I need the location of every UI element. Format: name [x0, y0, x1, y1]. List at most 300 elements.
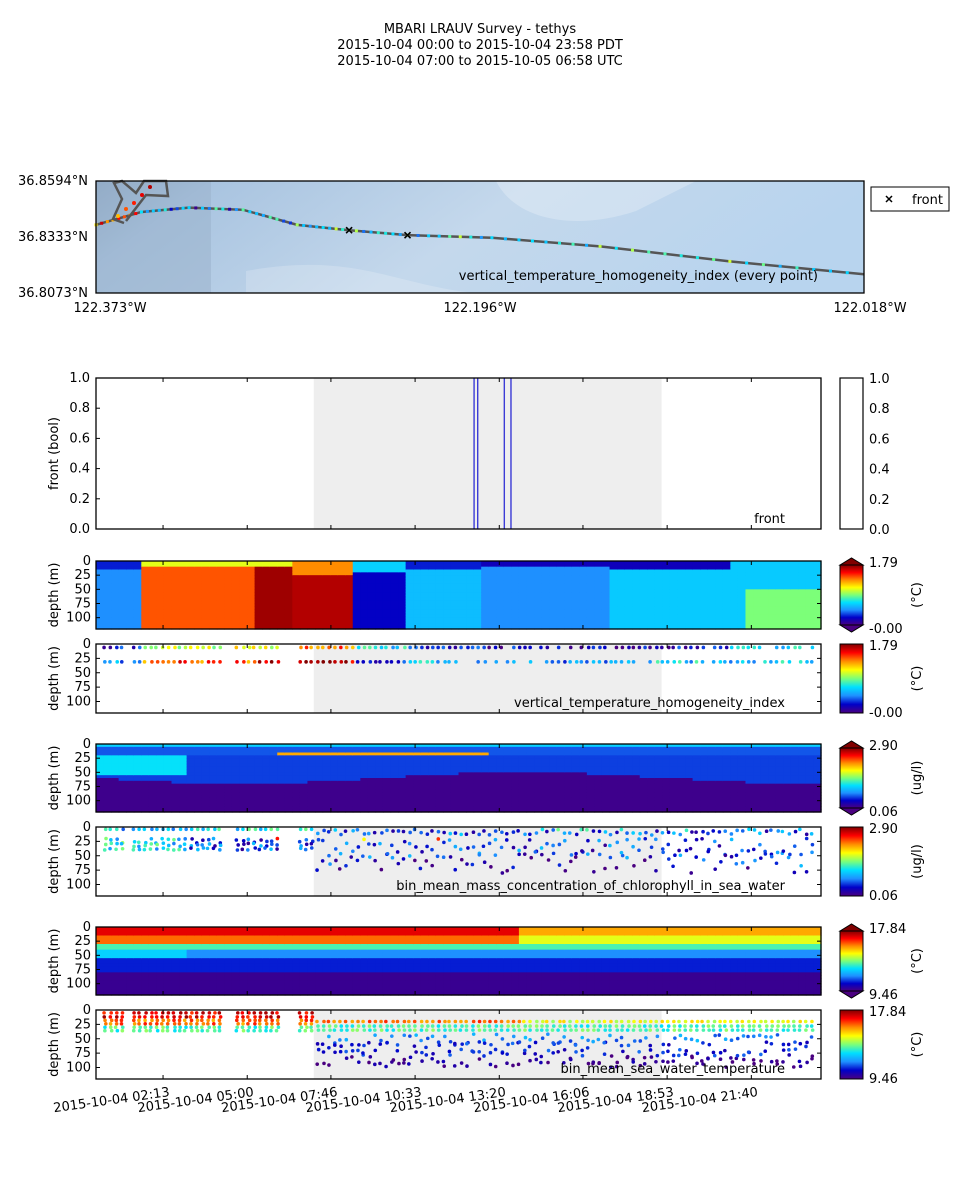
- scatter-point: [643, 646, 647, 650]
- front-ytick-label: 0.4: [69, 461, 90, 477]
- scatter-point: [448, 646, 452, 650]
- scatter-point: [178, 660, 182, 664]
- scatter-point: [298, 660, 302, 664]
- scatter-point: [431, 660, 435, 664]
- map-track-point: [282, 220, 285, 223]
- colorbar-max-label: 1.79: [869, 556, 898, 571]
- front-ytick-label: 0.2: [69, 491, 90, 507]
- scatter-point: [604, 660, 608, 664]
- figure-title: MBARI LRAUV Survey - tethys: [383, 22, 577, 37]
- scatter-point: [436, 660, 440, 664]
- depth-tick-label: 50: [74, 665, 91, 681]
- scatter-point: [190, 660, 194, 664]
- colorbar: [840, 556, 925, 637]
- depth-tick-label: 100: [66, 694, 91, 710]
- map-track-point: [124, 207, 128, 211]
- scatter-point: [529, 660, 533, 664]
- map-track-point: [146, 210, 149, 213]
- map-track-point: [558, 242, 561, 245]
- scatter-point: [351, 646, 355, 650]
- scatter-point: [309, 646, 313, 650]
- map-track-point: [106, 220, 109, 223]
- scatter-point: [736, 646, 740, 650]
- scatter-point: [725, 646, 729, 650]
- scatter-point: [390, 660, 394, 664]
- scatter-point: [443, 660, 447, 664]
- scatter-point: [183, 660, 187, 664]
- scatter-point: [409, 660, 413, 664]
- scatter-point: [436, 646, 440, 650]
- colorbar-max-label: 1.79: [869, 639, 898, 654]
- map-track-point: [745, 262, 748, 265]
- map-track-point: [779, 265, 782, 268]
- scatter-point: [482, 646, 486, 650]
- map-track-point: [572, 243, 575, 246]
- scatter-point: [196, 660, 200, 664]
- scatter-point: [102, 646, 106, 650]
- front-ytick-label: 0.8: [69, 401, 90, 417]
- scatter-point: [103, 660, 107, 664]
- scatter-point: [655, 646, 659, 650]
- map-lat-tick-label: 36.8333°N: [18, 230, 88, 245]
- map-track-point: [399, 233, 402, 236]
- scatter-point: [695, 660, 699, 664]
- scatter-point: [368, 646, 372, 650]
- scatter-point: [685, 660, 689, 664]
- panel-ylabel: depth (m): [47, 646, 62, 711]
- scatter-point: [242, 660, 246, 664]
- scatter-point: [218, 660, 222, 664]
- front-ytick-label: 1.0: [69, 371, 90, 386]
- map-track-point: [188, 206, 191, 209]
- map-track-point: [152, 209, 155, 212]
- scatter-point: [719, 660, 723, 664]
- scatter-point: [419, 660, 423, 664]
- scatter-point: [115, 660, 119, 664]
- scatter-point: [356, 660, 360, 664]
- scatter-point: [258, 646, 262, 650]
- map-track-point: [221, 208, 224, 211]
- map-track-point: [663, 252, 666, 255]
- heatmap-cells: [96, 561, 822, 630]
- scatter-point: [747, 660, 751, 664]
- scatter-point: [775, 646, 779, 650]
- colorbar: [840, 639, 925, 721]
- scatter-point: [677, 646, 681, 650]
- map-track-point: [235, 208, 238, 211]
- scatter-point: [742, 646, 746, 650]
- depth-tick-label: 25: [74, 651, 91, 667]
- scatter-point: [569, 646, 573, 650]
- colorbar-extend-min: [840, 625, 863, 632]
- scatter-point: [557, 660, 561, 664]
- depth-tick-label: 0: [82, 637, 91, 652]
- front-colorbar: [840, 378, 863, 529]
- scatter-point: [730, 646, 734, 650]
- map-track-point: [176, 207, 179, 210]
- scatter-point: [575, 660, 579, 664]
- scatter-point: [632, 646, 636, 650]
- scatter-point: [120, 660, 124, 664]
- scatter-point: [788, 660, 792, 664]
- scatter-point: [212, 646, 216, 650]
- scatter-point: [666, 660, 670, 664]
- map-track-point: [846, 271, 849, 274]
- scatter-point: [426, 660, 430, 664]
- map-track-point: [517, 238, 520, 241]
- map-track-point: [728, 260, 731, 263]
- scatter-point: [369, 660, 373, 664]
- scatter-point: [391, 646, 395, 650]
- scatter-point: [413, 660, 417, 664]
- front-colorbar-tick-label: 0.4: [869, 462, 890, 478]
- scatter-panel-label: vertical_temperature_homogeneity_index: [514, 696, 785, 711]
- scatter-point: [154, 646, 158, 650]
- map-track-point: [140, 193, 144, 197]
- map-track-point: [631, 249, 634, 252]
- scatter-point: [316, 646, 320, 650]
- map-track-point: [215, 207, 218, 210]
- scatter-point: [614, 660, 618, 664]
- scatter-point: [235, 660, 239, 664]
- scatter-point: [173, 646, 177, 650]
- map-track-point: [123, 215, 126, 218]
- map-shelf-shade: [96, 181, 211, 293]
- scatter-point: [395, 646, 399, 650]
- scatter-point: [442, 646, 446, 650]
- scatter-point: [408, 646, 412, 650]
- map-track-point: [322, 226, 325, 229]
- map-track-point: [762, 263, 765, 266]
- scatter-point: [598, 646, 602, 650]
- scatter-point: [258, 660, 262, 664]
- scatter-point: [648, 660, 652, 664]
- map-track-point: [335, 227, 338, 230]
- map-track-point: [194, 206, 197, 209]
- heatmap-cells: [96, 744, 822, 813]
- scatter-point: [632, 660, 636, 664]
- scatter-point: [264, 660, 268, 664]
- scatter-point: [648, 646, 652, 650]
- scatter-point: [184, 646, 188, 650]
- scatter-point: [689, 646, 693, 650]
- scatter-point: [672, 660, 676, 664]
- scatter-point: [132, 646, 136, 650]
- scatter-point: [557, 646, 561, 650]
- scatter-point: [345, 646, 349, 650]
- scatter-point: [621, 646, 625, 650]
- map-track-point: [448, 235, 451, 238]
- scatter-point: [719, 646, 723, 650]
- scatter-point: [378, 660, 382, 664]
- colorbar-gradient: [840, 565, 863, 625]
- scatter-point: [799, 660, 803, 664]
- scatter-point: [587, 646, 591, 650]
- scatter-point: [798, 646, 802, 650]
- scatter-point: [546, 646, 550, 650]
- scatter-point: [454, 646, 458, 650]
- map-lat-tick-label: 36.8594°N: [18, 174, 88, 189]
- map-track-point: [289, 221, 292, 224]
- scatter-point: [811, 646, 815, 650]
- depth-tick-label: 0: [82, 554, 91, 569]
- scatter-point: [196, 646, 200, 650]
- scatter-point: [420, 646, 424, 650]
- scatter-point: [459, 646, 463, 650]
- figure-subtitle-utc: 2015-10-04 07:00 to 2015-10-05 06:58 UTC: [337, 54, 623, 69]
- scatter-point: [585, 660, 589, 664]
- scatter-point: [253, 660, 257, 664]
- scatter-point: [499, 646, 503, 650]
- scatter-point: [752, 660, 756, 664]
- scatter-point: [207, 646, 211, 650]
- scatter-point: [351, 660, 355, 664]
- scatter-point: [713, 646, 717, 650]
- scatter-point: [793, 646, 797, 650]
- scatter-point: [207, 660, 211, 664]
- scatter-point: [758, 646, 762, 650]
- map-track-point: [170, 208, 173, 211]
- map-track-point: [362, 230, 365, 233]
- scatter-point: [397, 660, 401, 664]
- map-track-point: [158, 209, 161, 212]
- scatter-point: [248, 646, 252, 650]
- map-track-point: [459, 235, 462, 238]
- scatter-point: [333, 660, 337, 664]
- colorbar-extend-max: [840, 558, 863, 565]
- scatter-point: [109, 646, 113, 650]
- scatter-point: [143, 646, 147, 650]
- scatter-point: [781, 660, 785, 664]
- scatter-point: [156, 660, 160, 664]
- front-ytick-label: 0.6: [69, 431, 90, 447]
- scatter-point: [218, 646, 222, 650]
- scatter-point: [609, 660, 613, 664]
- front-panel-label: front: [754, 512, 785, 527]
- map-track-point: [504, 237, 507, 240]
- map-track-point: [585, 244, 588, 247]
- map-track-point: [370, 231, 373, 234]
- map-track-point: [228, 208, 231, 211]
- front-ytick-label: 0.0: [69, 522, 90, 537]
- scatter-point: [327, 646, 331, 650]
- panel-ylabel: depth (m): [47, 562, 62, 628]
- map-track-point: [269, 216, 272, 219]
- scatter-point: [108, 660, 112, 664]
- scatter-point: [264, 646, 268, 650]
- map-track-point: [615, 247, 618, 250]
- front-colorbar-tick-label: 0.6: [869, 432, 890, 448]
- scatter-point: [299, 646, 303, 650]
- scatter-point: [528, 646, 532, 650]
- scatter-point: [426, 646, 430, 650]
- scatter-point: [545, 660, 549, 664]
- scatter-point: [403, 646, 407, 650]
- scatter-point: [684, 646, 688, 650]
- panel-ylabel: front (bool): [47, 417, 62, 490]
- map-lon-tick-label: 122.018°W: [833, 301, 907, 316]
- map-track-point: [140, 210, 143, 213]
- scatter-point: [723, 660, 727, 664]
- scatter-point: [660, 646, 664, 650]
- scatter-point: [494, 646, 498, 650]
- scatter-point: [592, 660, 596, 664]
- scatter-point: [201, 646, 205, 650]
- scatter-point: [568, 660, 572, 664]
- scatter-point: [476, 646, 480, 650]
- scatter-point: [357, 646, 361, 650]
- scatter-point: [539, 646, 543, 650]
- front-colorbar-tick-label: 0.8: [869, 402, 890, 418]
- scatter-point: [178, 646, 182, 650]
- map-track-point: [680, 254, 683, 257]
- front-colorbar-tick-label: 0.0: [869, 523, 890, 538]
- colorbar-gradient: [840, 644, 863, 713]
- scatter-point: [275, 646, 279, 650]
- scatter-point: [138, 660, 142, 664]
- scatter-point: [476, 660, 480, 664]
- map-track-point: [208, 207, 211, 210]
- scatter-point: [805, 660, 809, 664]
- scatter-point: [200, 660, 204, 664]
- map-track-point: [148, 185, 152, 189]
- scatter-point: [328, 660, 332, 664]
- scatter-point: [563, 660, 567, 664]
- figure-subtitle-pdt: 2015-10-04 00:00 to 2015-10-04 23:58 PDT: [337, 38, 623, 53]
- scatter-point: [656, 660, 660, 664]
- map-track-point: [315, 225, 318, 228]
- map-track-point: [829, 270, 832, 273]
- scatter-point: [781, 646, 785, 650]
- map-track-point: [242, 208, 245, 211]
- map-track-point: [182, 207, 185, 210]
- map-lon-tick-label: 122.196°W: [443, 301, 517, 316]
- scatter-point: [242, 646, 246, 650]
- map-track-point: [384, 232, 387, 235]
- scatter-point: [627, 660, 631, 664]
- scatter-point: [277, 660, 281, 664]
- scatter-point: [580, 660, 584, 664]
- scatter-point: [447, 660, 451, 664]
- map-track-point: [262, 214, 265, 217]
- scatter-point: [592, 646, 596, 650]
- scatter-point: [363, 646, 367, 650]
- scatter-point: [512, 646, 516, 650]
- scatter-point: [702, 646, 706, 650]
- map-track-point: [417, 234, 420, 237]
- scatter-point: [769, 660, 773, 664]
- map-track-point: [599, 245, 602, 248]
- scatter-point: [598, 660, 602, 664]
- map-track-point: [134, 212, 137, 215]
- scatter-point: [149, 646, 153, 650]
- scatter-point: [454, 660, 458, 664]
- scatter-point: [309, 660, 313, 664]
- scatter-point: [161, 660, 165, 664]
- scatter-point: [787, 646, 791, 650]
- scatter-point: [143, 660, 147, 664]
- map-track-point: [427, 234, 430, 237]
- scatter-point: [270, 660, 274, 664]
- map-lat-tick-label: 36.8073°N: [18, 286, 88, 301]
- scatter-point: [518, 646, 522, 650]
- daytime-shade: [314, 378, 662, 529]
- scatter-point: [763, 660, 767, 664]
- front-colorbar-tick-label: 0.2: [869, 492, 890, 508]
- scatter-point: [270, 646, 274, 650]
- scatter-point: [627, 646, 631, 650]
- scatter-point: [775, 660, 779, 664]
- depth-tick-label: 75: [74, 680, 91, 696]
- scatter-point: [321, 646, 325, 650]
- scatter-point: [304, 660, 308, 664]
- map-track-point: [696, 256, 699, 259]
- scatter-point: [736, 660, 740, 664]
- scatter-point: [638, 646, 642, 650]
- map-track-point: [712, 258, 715, 261]
- map-track-point: [438, 235, 441, 238]
- map-annotation: vertical_temperature_homogeneity_index (every point): [458, 269, 818, 284]
- scatter-point: [167, 660, 171, 664]
- map-track-point: [100, 222, 103, 225]
- map-track-point: [647, 250, 650, 253]
- colorbar-min-label: -0.00: [869, 706, 903, 721]
- colorbar-min-label: -0.00: [869, 622, 903, 637]
- scatter-point: [701, 660, 705, 664]
- scatter-point: [138, 646, 142, 650]
- map-track-point: [302, 224, 305, 227]
- scatter-point: [385, 660, 389, 664]
- scatter-point: [380, 646, 384, 650]
- colorbar-unit-label: (°C): [910, 665, 925, 692]
- scatter-point: [620, 660, 624, 664]
- scatter-point: [729, 660, 733, 664]
- depth-tick-label: 75: [74, 596, 91, 612]
- scatter-point: [189, 646, 193, 650]
- map-track-point: [132, 201, 136, 205]
- map-legend-label: front: [912, 193, 943, 208]
- map-track-point: [296, 223, 299, 226]
- scatter-point: [374, 646, 378, 650]
- scatter-point: [305, 646, 309, 650]
- front-colorbar-tick-label: 1.0: [869, 372, 890, 387]
- map-track-point: [531, 239, 534, 242]
- map-lon-tick-label: 122.373°W: [73, 301, 147, 316]
- map-track-point: [391, 232, 394, 235]
- scatter-point: [603, 646, 607, 650]
- scatter-point: [339, 660, 343, 664]
- map-track-point: [480, 236, 483, 239]
- depth-tick-label: 100: [66, 610, 91, 626]
- scatter-point: [696, 646, 700, 650]
- map-track-point: [469, 236, 472, 239]
- scatter-point: [172, 660, 176, 664]
- scatter-point: [506, 660, 510, 664]
- scatter-point: [746, 646, 750, 650]
- scatter-point: [471, 646, 475, 650]
- scatter-point: [167, 646, 171, 650]
- map-track-point: [490, 236, 493, 239]
- scatter-point: [741, 660, 745, 664]
- scatter-point: [374, 660, 378, 664]
- scatter-point: [512, 660, 516, 664]
- scatter-point: [484, 660, 488, 664]
- colorbar-unit-label: (°C): [910, 582, 925, 608]
- scatter-point: [712, 660, 716, 664]
- depth-tick-label: 50: [74, 582, 91, 598]
- scatter-point: [361, 660, 365, 664]
- scatter-point: [671, 646, 675, 650]
